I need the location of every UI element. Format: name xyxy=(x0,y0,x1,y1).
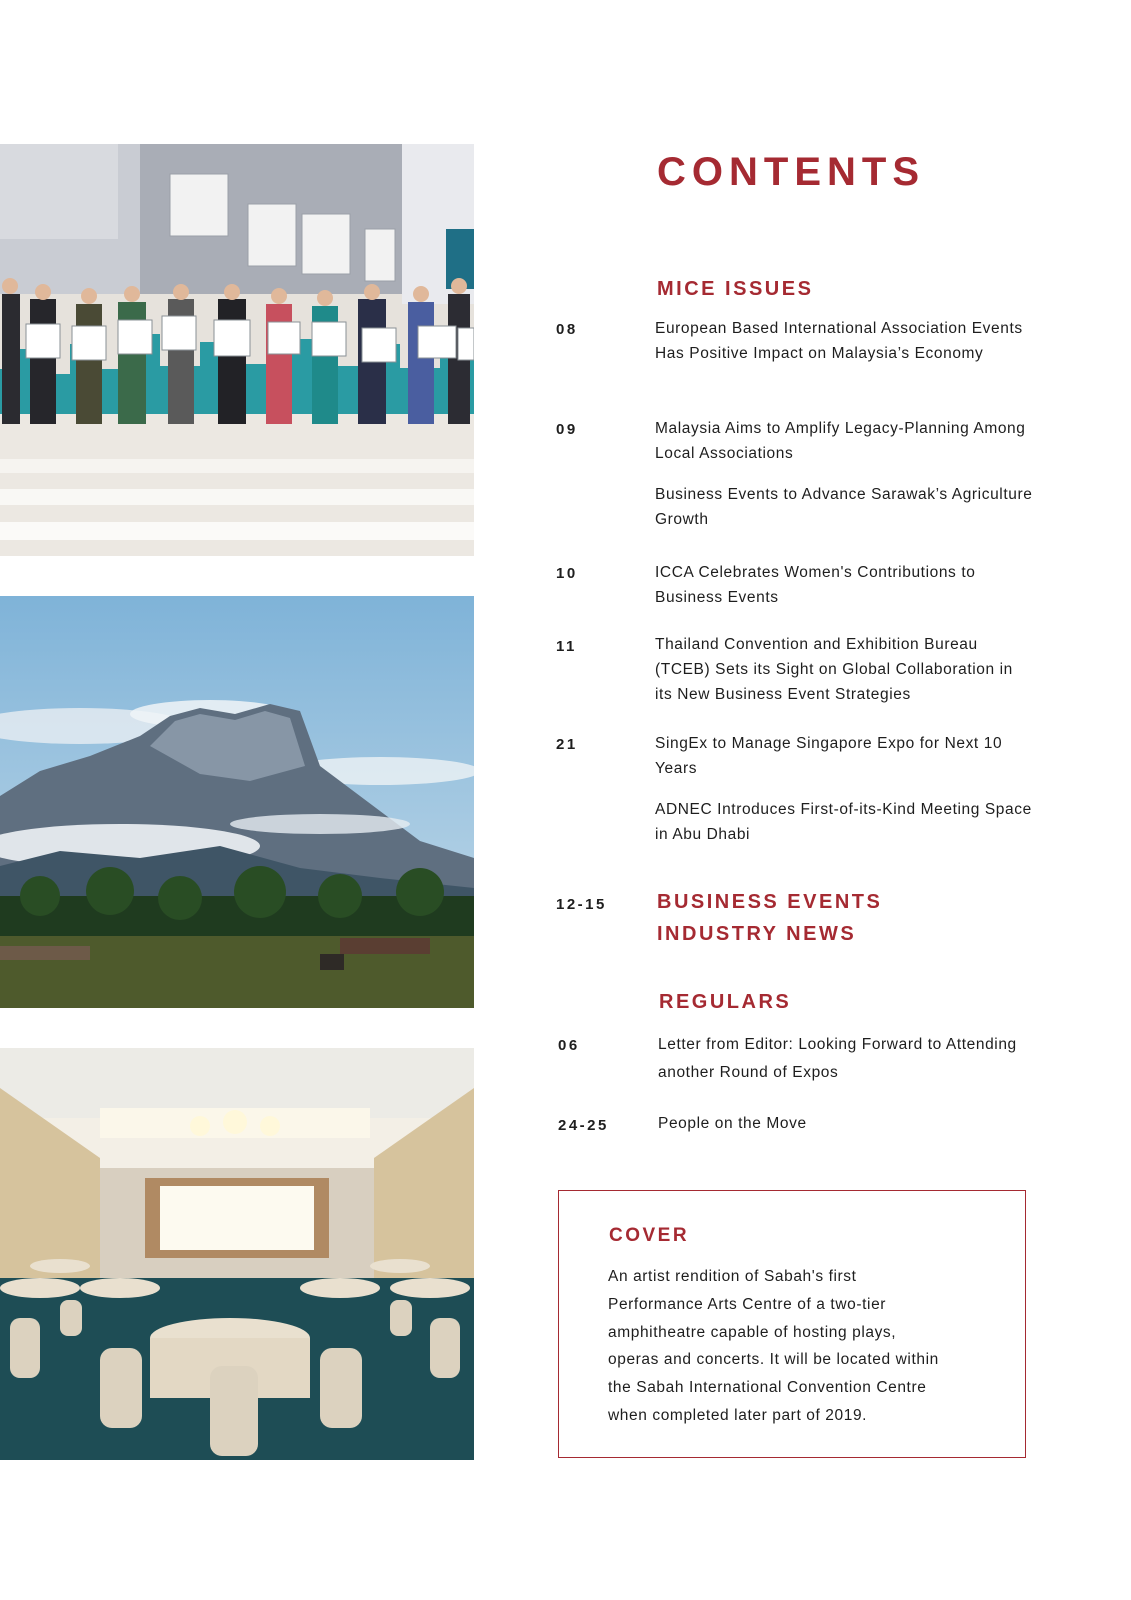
contents-entry[interactable]: Letter from Editor: Looking Forward to Attending another Round of Expos xyxy=(658,1036,1017,1081)
page-number: 09 xyxy=(556,421,578,438)
contents-entry[interactable]: ADNEC Introduces First-of-its-Kind Meeting Space in Abu Dhabi xyxy=(655,801,1032,843)
mountain-landscape-photo xyxy=(0,596,474,1008)
page-number: 08 xyxy=(556,321,578,338)
page-number: 10 xyxy=(556,565,578,582)
page-number: 11 xyxy=(556,638,577,655)
page-number: 06 xyxy=(558,1037,580,1054)
cover-line: when completed later part of 2019. xyxy=(608,1406,868,1424)
cover-line: operas and concerts. It will be located within xyxy=(608,1351,939,1369)
contents-entry[interactable]: European Based International Association Events Has Positive Impact on Malaysia’s Economy xyxy=(655,320,1023,362)
page-title: CONTENTS xyxy=(657,150,925,194)
cover-line: amphitheatre capable of hosting plays, xyxy=(608,1323,897,1341)
section-heading-business-events[interactable]: BUSINESS EVENTS xyxy=(657,891,883,913)
cover-line: Performance Arts Centre of a two-tier xyxy=(608,1295,887,1313)
section-heading-mice-issues: MICE ISSUES xyxy=(657,278,814,300)
cover-line: the Sabah International Convention Centre xyxy=(608,1379,927,1397)
cover-description xyxy=(608,1263,988,1430)
page-number: 21 xyxy=(556,736,578,753)
contents-entry[interactable]: ICCA Celebrates Women's Contributions to Business Events xyxy=(655,564,976,606)
cover-line: An artist rendition of Sabah's first xyxy=(608,1268,857,1285)
page-number: 24-25 xyxy=(558,1117,609,1134)
cover-heading: COVER xyxy=(609,1225,690,1246)
contents-entry[interactable]: SingEx to Manage Singapore Expo for Next 10 Years xyxy=(655,735,1003,777)
ballroom-rendering-photo xyxy=(0,1048,474,1460)
page-number: 12-15 xyxy=(556,896,607,913)
section-heading-regulars: REGULARS xyxy=(659,991,792,1013)
contents-entry[interactable]: Business Events to Advance Sarawak’s Agriculture Growth xyxy=(655,486,1033,528)
contents-entry[interactable]: Thailand Convention and Exhibition Bureau (TCEB) Sets its Sight on Global Collaboration in its New Business Event Strategies xyxy=(655,636,1013,703)
cover-box xyxy=(558,1190,1026,1458)
contents-entry[interactable]: People on the Move xyxy=(658,1115,807,1132)
contents-entry[interactable]: Malaysia Aims to Amplify Legacy-Planning Among Local Associations xyxy=(655,420,1026,462)
awards-ceremony-photo xyxy=(0,144,474,556)
section-heading-industry-news[interactable]: INDUSTRY NEWS xyxy=(657,923,857,945)
